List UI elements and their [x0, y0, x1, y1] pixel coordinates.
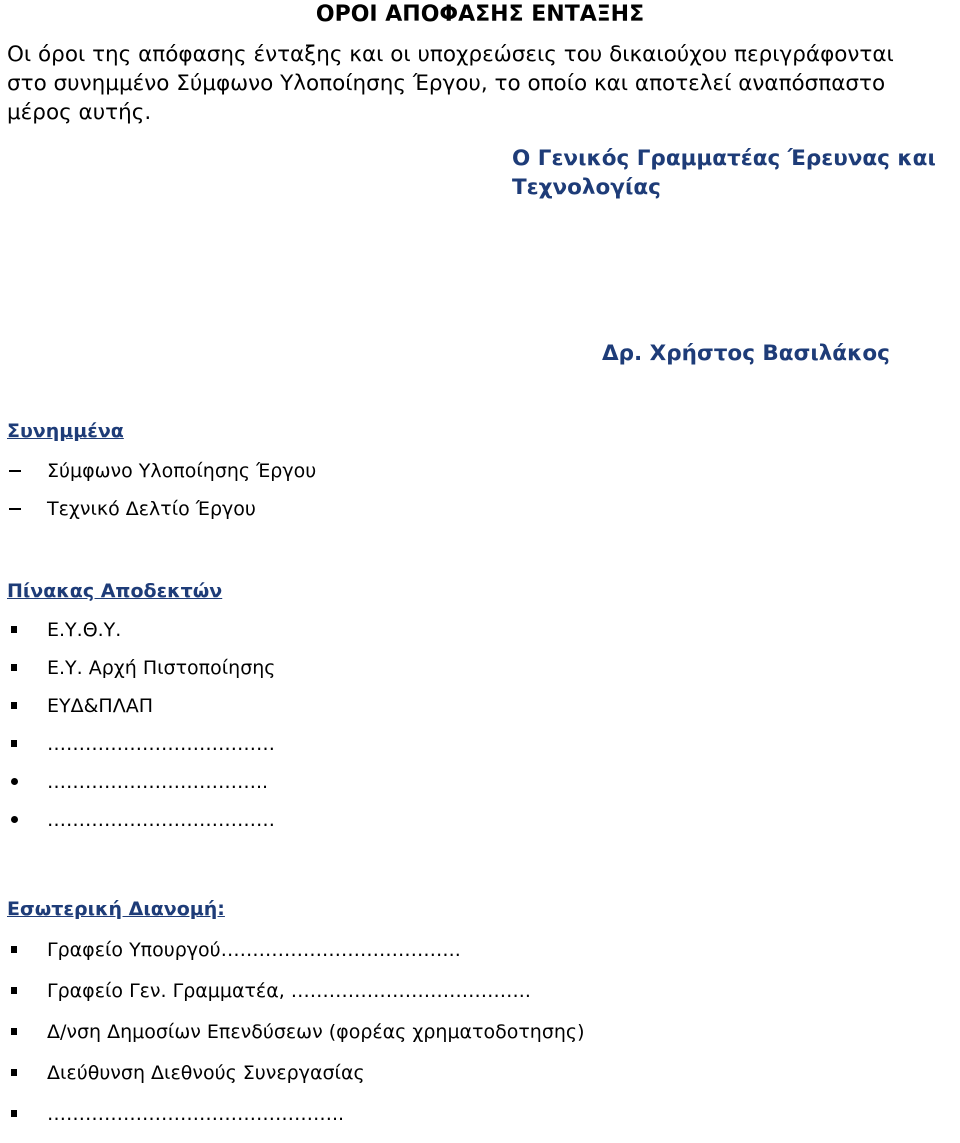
attachments-heading: Συνημμένα: [7, 420, 124, 442]
recipient-label: Ε.Υ.Θ.Υ.: [47, 619, 122, 641]
recipient-item: [0, 732, 275, 770]
recipient-item: [0, 770, 275, 808]
square-bullet-icon: [11, 1069, 17, 1076]
attachment-label: Τεχνικό Δελτίο Έργου: [47, 498, 256, 520]
signer-name: Δρ. Χρήστος Βασιλάκος: [602, 341, 890, 366]
recipient-label: Ε.Υ. Αρχή Πιστοποίησης: [47, 657, 276, 679]
recipient-item: [0, 694, 275, 732]
distribution-label: ………………………………………..: [47, 1103, 345, 1125]
distribution-item: [0, 1061, 585, 1102]
distribution-item: [0, 1102, 585, 1143]
square-bullet-icon: [11, 626, 17, 633]
round-bullet-icon: [11, 778, 18, 785]
recipient-label: ………………………………: [47, 733, 275, 755]
recipient-item: [0, 618, 275, 656]
distribution-label: Γραφείο Γεν. Γραμματέα, ………………………………..: [47, 980, 531, 1002]
distribution-item: [0, 938, 585, 979]
square-bullet-icon: [11, 664, 17, 671]
recipient-label: ……………………………..: [47, 771, 269, 793]
distribution-label: Διεύθυνση Διεθνούς Συνεργασίας: [47, 1062, 365, 1084]
recipient-item: [0, 808, 275, 846]
attachments-list: [0, 459, 316, 535]
square-bullet-icon: [11, 702, 17, 709]
square-bullet-icon: [11, 987, 17, 994]
square-bullet-icon: [11, 946, 17, 953]
recipient-label: ………………………………: [47, 809, 275, 831]
attachment-item: [0, 497, 316, 535]
intro-line: μέρος αυτής.: [7, 100, 152, 125]
distribution-label: Δ/νση Δημοσίων Επενδύσεων (φορέας χρηματοδοτησης): [47, 1021, 585, 1043]
distribution-item: [0, 1020, 585, 1061]
distribution-label: Γραφείο Υπουργού………………………………..: [47, 939, 461, 961]
recipient-label: ΕΥΔ&ΠΛΑΠ: [47, 695, 153, 717]
recipients-heading: Πίνακας Αποδεκτών: [7, 580, 223, 602]
signer-title-line: Τεχνολογίας: [512, 175, 661, 200]
round-bullet-icon: [11, 816, 18, 823]
dash-bullet-icon: [9, 470, 21, 472]
attachment-item: [0, 459, 316, 497]
distribution-item: [0, 979, 585, 1020]
signer-title: [512, 144, 957, 202]
signer-title-line: Ο Γενικός Γραμματέας Έρευνας και: [512, 146, 936, 171]
document-heading: ΟΡΟΙ ΑΠΟΦΑΣΗΣ ΕΝΤΑΞΗΣ: [315, 2, 645, 27]
recipient-item: [0, 656, 275, 694]
recipients-list: [0, 618, 275, 846]
intro-line: στο συνημμένο Σύμφωνο Υλοποίησης Έργου, το οποίο και αποτελεί αναπόσπαστο: [7, 71, 886, 96]
internal-distribution-heading: Εσωτερική Διανομή:: [7, 898, 225, 920]
square-bullet-icon: [11, 740, 17, 747]
intro-line: Οι όροι της απόφασης ένταξης και οι υποχρεώσεις του δικαιούχου περιγράφονται: [7, 42, 894, 67]
internal-distribution-list: [0, 938, 585, 1143]
dash-bullet-icon: [9, 508, 21, 510]
square-bullet-icon: [11, 1110, 17, 1117]
attachment-label: Σύμφωνο Υλοποίησης Έργου: [47, 460, 317, 482]
square-bullet-icon: [11, 1028, 17, 1035]
intro-paragraph: [7, 40, 957, 127]
